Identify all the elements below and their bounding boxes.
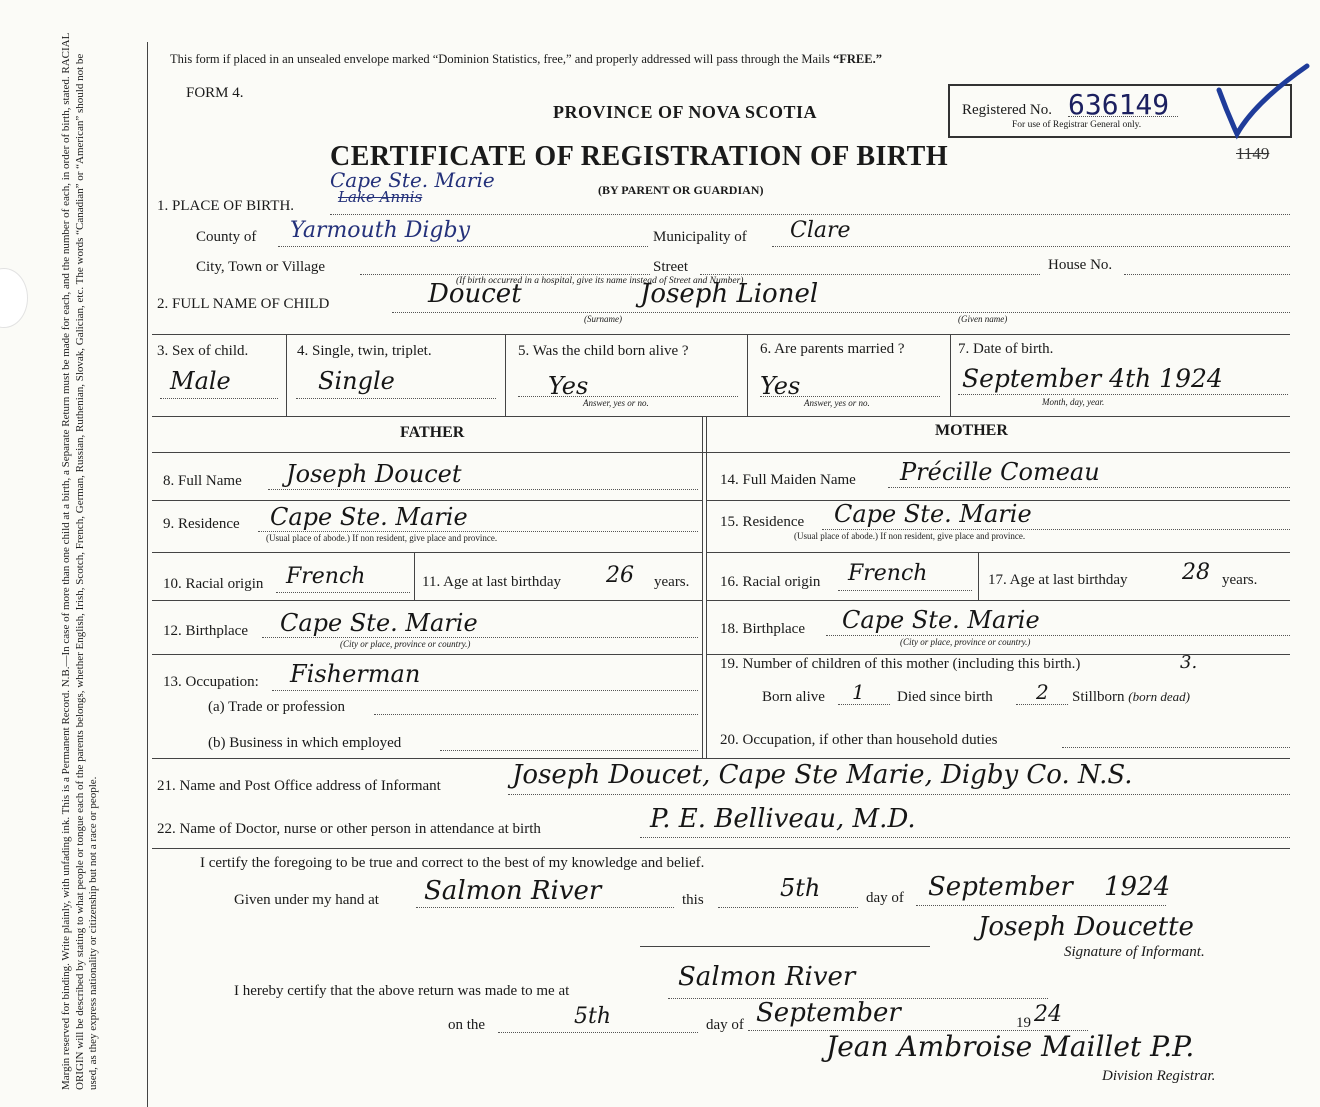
county-value: Yarmouth Digby <box>290 218 470 243</box>
single-line <box>296 398 496 399</box>
this-label: this <box>682 892 704 908</box>
registered-label: Registered No. <box>962 102 1052 118</box>
informant-line <box>508 794 1290 795</box>
father-residence-label: 9. Residence <box>163 516 240 532</box>
sex-line <box>160 398 278 399</box>
alive-value: Yes <box>548 372 589 400</box>
dob-line <box>958 394 1288 395</box>
hospital-note: (If birth occurred in a hospital, give its name instead of Street and Number) <box>456 276 744 286</box>
mother-name: Précille Comeau <box>900 458 1100 486</box>
return-month: September <box>756 998 901 1028</box>
mother-birthplace: Cape Ste. Marie <box>842 606 1040 634</box>
trade-line <box>374 714 698 715</box>
stillborn-caption: (born dead) <box>1128 689 1191 704</box>
sex-value: Male <box>170 367 231 395</box>
doctor-line <box>640 837 1290 838</box>
city-line <box>360 274 650 275</box>
given-year: 1924 <box>1104 872 1171 902</box>
married-value: Yes <box>760 372 801 400</box>
certificate-subtitle: (BY PARENT OR GUARDIAN) <box>598 183 764 197</box>
street-label: Street <box>653 259 688 275</box>
children-value: 3. <box>1180 652 1198 673</box>
mother-age: 28 <box>1182 560 1210 585</box>
mother-racial-label: 16. Racial origin <box>720 574 821 590</box>
business-line <box>440 750 698 751</box>
given-date-line <box>916 905 1166 906</box>
born-alive-value: 1 <box>852 680 865 704</box>
stillborn-label <box>1072 689 1190 706</box>
mother-residence-caption: (Usual place of abode.) If non resident, give place and province. <box>794 531 1026 541</box>
county-label: County of <box>196 229 257 245</box>
father-heading: FATHER <box>400 424 465 441</box>
dob-caption: Month, day, year. <box>1042 397 1105 407</box>
city-label: City, Town or Village <box>196 259 326 275</box>
informant-signature: Joseph Doucette <box>978 912 1194 942</box>
return-year: 24 <box>1034 1002 1062 1027</box>
father-birthplace: Cape Ste. Marie <box>280 609 478 637</box>
father-racial: French <box>286 564 366 589</box>
return-text: I hereby certify that the above return was made to me at <box>234 983 570 999</box>
municipality-value: Clare <box>790 218 851 243</box>
married-caption: Answer, yes or no. <box>804 398 870 408</box>
mother-age-label: 17. Age at last birthday <box>988 572 1128 588</box>
mother-name-line <box>888 487 1290 488</box>
margin-rule <box>147 42 148 1107</box>
given-label: Given under my hand at <box>234 892 379 908</box>
mother-racial-line <box>838 590 972 591</box>
margin-instructions: Margin reserved for binding. Write plainly, with unfading ink. This is a Permanent Record. N.B.—In case of more than one child at a birth, a Separate Return must be made for each, and the number of each, in order of birth, stated. RACIAL ORIGIN will be described by stating to what people or tongue each of the parents belongs, whether English, Irish, Scotch, French, German, Russian, Ruthenian, Slovak, Galician, etc. The words “Canadian” or “American” should not be used, as they express nationality or citizenship but not a race or people. <box>60 33 99 1090</box>
registrar-caption: Division Registrar. <box>1102 1068 1216 1084</box>
place-label: 1. PLACE OF BIRTH. <box>157 198 295 214</box>
child-name-label: 2. FULL NAME OF CHILD <box>157 296 330 312</box>
on-the-label: on the <box>448 1017 486 1033</box>
rule-row3-bottom <box>152 416 1290 417</box>
mother-occupation-line <box>1062 747 1290 748</box>
rule-m-16-v <box>978 552 979 600</box>
father-occupation: Fisherman <box>290 660 421 688</box>
mother-heading: MOTHER <box>935 422 1008 439</box>
registrar-note: For use of Registrar General only. <box>1012 120 1142 130</box>
father-age: 26 <box>606 563 634 588</box>
father-birthplace-caption: (City or place, province or country.) <box>340 639 471 649</box>
mother-birthplace-line <box>826 635 1290 636</box>
rule-row3-v3 <box>747 334 748 416</box>
mother-residence: Cape Ste. Marie <box>834 500 1032 528</box>
father-racial-line <box>276 592 410 593</box>
father-residence: Cape Ste. Marie <box>270 503 468 531</box>
check-mark-icon <box>1215 62 1315 142</box>
mother-birthplace-label: 18. Birthplace <box>720 621 805 637</box>
doctor-label: 22. Name of Doctor, nurse or other person in attendance at birth <box>157 821 541 837</box>
father-name-label: 8. Full Name <box>163 473 242 489</box>
mother-years: years. <box>1222 572 1258 588</box>
sex-label: 3. Sex of child. <box>157 343 249 359</box>
given-place-line <box>416 907 674 908</box>
father-years: years. <box>654 574 690 590</box>
county-line <box>278 246 648 247</box>
alive-label: 5. Was the child born alive ? <box>518 343 689 359</box>
rule-parents-middle-2 <box>706 416 707 758</box>
stillborn-text: Stillborn <box>1072 689 1125 705</box>
father-age-label: 11. Age at last birthday <box>422 574 561 590</box>
informant-value: Joseph Doucet, Cape Ste Marie, Digby Co. N.S. <box>512 760 1133 790</box>
given-day-line <box>718 907 858 908</box>
given-day: 5th <box>780 874 821 902</box>
mail-notice-text: This form if placed in an unsealed envelope marked “Dominion Statistics, free,” and properly addressed will pass through the Mails <box>170 52 830 66</box>
place-struck: Lake Annis <box>338 188 423 206</box>
place-line <box>330 214 1290 215</box>
rule-parents-bottom <box>152 758 1290 759</box>
rule-f-9 <box>152 552 702 553</box>
rule-certify-top <box>152 848 1290 849</box>
alive-line <box>518 396 738 397</box>
certify-text: I certify the foregoing to be true and correct to the best of my knowledge and belief. <box>200 855 705 871</box>
rule-m-17 <box>706 600 1290 601</box>
rule-parents-heading <box>152 452 1290 453</box>
child-surname: Doucet <box>428 279 522 309</box>
municipality-line <box>772 246 1290 247</box>
return-day-of-label: day of <box>706 1017 744 1033</box>
rule-row3-v2 <box>505 334 506 416</box>
place-value: Cape Ste. Marie <box>330 168 495 192</box>
street-line <box>700 274 1040 275</box>
given-caption: (Given name) <box>958 314 1008 324</box>
mother-occupation-label: 20. Occupation, if other than household duties <box>720 732 998 748</box>
registered-number: 636149 <box>1068 88 1170 121</box>
rule-registrar-short <box>640 946 930 947</box>
rule-parents-middle <box>702 416 703 758</box>
rule-m-18 <box>706 654 1290 655</box>
return-day-line <box>498 1032 698 1033</box>
mother-residence-line <box>822 529 1290 530</box>
father-racial-label: 10. Racial origin <box>163 576 264 592</box>
form-number: FORM 4. <box>186 85 244 101</box>
house-label: House No. <box>1048 257 1113 273</box>
child-given-name: Joseph Lionel <box>640 279 819 309</box>
died-line <box>1016 704 1068 705</box>
born-alive-label: Born alive <box>762 689 825 705</box>
father-name: Joseph Doucet <box>286 460 462 488</box>
dob-label: 7. Date of birth. <box>958 341 1054 357</box>
mother-birthplace-caption: (City or place, province or country.) <box>900 637 1031 647</box>
married-label: 6. Are parents married ? <box>760 341 905 357</box>
house-line <box>1124 274 1290 275</box>
mother-name-label: 14. Full Maiden Name <box>720 472 856 488</box>
rule-row3-v4 <box>950 334 951 416</box>
corner-number: 1149 <box>1236 144 1270 163</box>
rule-f-11 <box>152 600 702 601</box>
given-month: September <box>928 872 1073 902</box>
rule-row3-v1 <box>286 334 287 416</box>
father-residence-line <box>258 531 698 532</box>
signature-caption: Signature of Informant. <box>1064 944 1205 960</box>
certificate-title: CERTIFICATE OF REGISTRATION OF BIRTH <box>330 141 949 172</box>
punch-hole <box>0 268 28 328</box>
province-heading: PROVINCE OF NOVA SCOTIA <box>553 102 818 122</box>
died-label: Died since birth <box>897 689 993 705</box>
dob-value: September 4th 1924 <box>962 364 1223 393</box>
trade-label: (a) Trade or profession <box>208 699 346 715</box>
free-label: “FREE.” <box>833 52 882 66</box>
father-birthplace-line <box>262 637 698 638</box>
registered-line <box>1068 116 1178 117</box>
single-value: Single <box>318 367 395 395</box>
municipality-label: Municipality of <box>653 229 747 245</box>
rule-row3-top <box>152 334 1290 335</box>
day-of-label: day of <box>866 890 904 906</box>
informant-label: 21. Name and Post Office address of Informant <box>157 778 441 794</box>
given-place: Salmon River <box>424 876 602 906</box>
mail-notice <box>170 52 882 67</box>
born-alive-line <box>838 704 890 705</box>
father-occupation-label: 13. Occupation: <box>163 674 259 690</box>
child-name-line <box>392 312 1290 313</box>
children-label: 19. Number of children of this mother (including this birth.) <box>720 656 1081 672</box>
rule-f-10-v <box>414 552 415 600</box>
father-name-line <box>268 489 698 490</box>
return-year-prefix: 19 <box>1016 1015 1031 1031</box>
married-line <box>760 396 940 397</box>
rule-f-8 <box>152 500 702 501</box>
doctor-value: P. E. Belliveau, M.D. <box>650 804 916 834</box>
registrar-signature: Jean Ambroise Maillet P.P. <box>826 1030 1195 1063</box>
surname-caption: (Surname) <box>584 314 622 324</box>
return-day: 5th <box>574 1004 612 1029</box>
rule-m-15 <box>706 552 1290 553</box>
mother-residence-label: 15. Residence <box>720 514 805 530</box>
single-label: 4. Single, twin, triplet. <box>297 343 432 359</box>
business-label: (b) Business in which employed <box>208 735 402 751</box>
father-occupation-line <box>272 690 698 691</box>
return-place: Salmon River <box>678 962 856 992</box>
alive-caption: Answer, yes or no. <box>583 398 649 408</box>
died-value: 2 <box>1036 680 1049 704</box>
rule-f-12 <box>152 654 702 655</box>
father-residence-caption: (Usual place of abode.) If non resident, give place and province. <box>266 533 498 543</box>
mother-racial: French <box>848 561 928 586</box>
father-birthplace-label: 12. Birthplace <box>163 623 248 639</box>
